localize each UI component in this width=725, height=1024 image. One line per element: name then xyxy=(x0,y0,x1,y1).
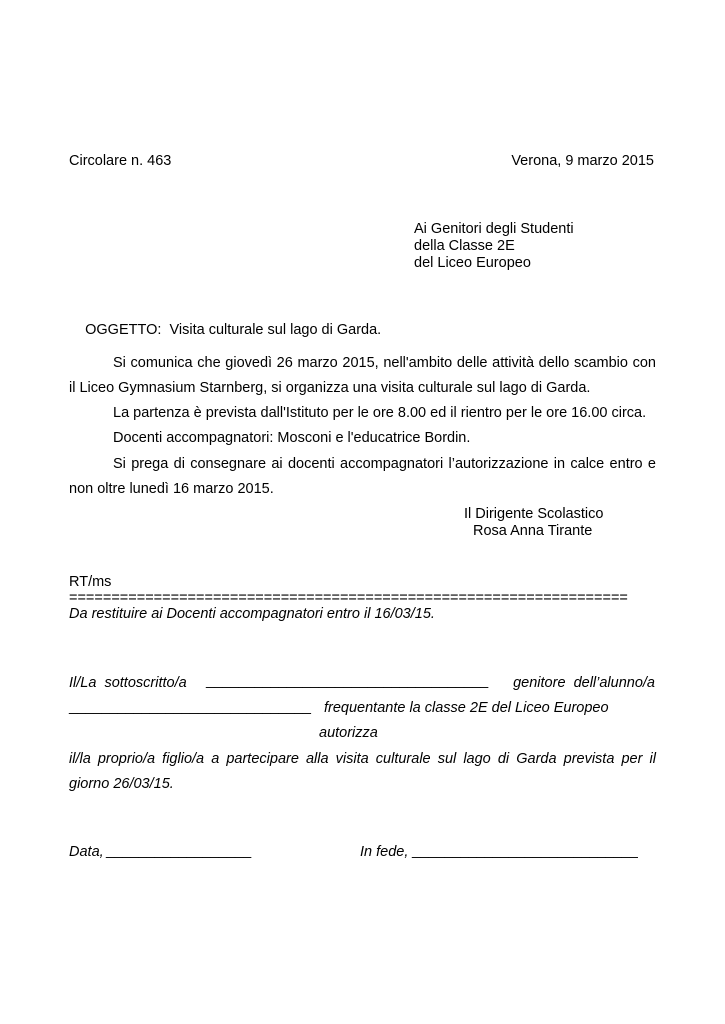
circular-number: Circolare n. 463 xyxy=(69,153,172,169)
recipient-line: Ai Genitori degli Studenti xyxy=(414,221,574,237)
date-label: Data, xyxy=(69,844,104,860)
subject-line xyxy=(69,303,381,357)
paragraph-line: il Liceo Gymnasium Starnberg, si organizza una visita culturale sul lago di Garda. xyxy=(69,380,591,396)
return-note: Da restituire ai Docenti accompagnatori entro il 16/03/15. xyxy=(69,606,435,622)
date-field[interactable]: __________________ xyxy=(106,843,252,859)
permission-line: giorno 26/03/15. xyxy=(69,776,174,792)
student-name-field[interactable]: ______________________________ xyxy=(69,699,311,715)
paragraph-line: Si comunica che giovedì 26 marzo 2015, nell'ambito delle attività dello scambio con xyxy=(113,355,656,371)
attending-label: frequentante la classe 2E del Liceo Europeo xyxy=(324,700,609,716)
signature-field[interactable]: ____________________________ xyxy=(412,843,638,859)
subject-text: Visita culturale sul lago di Garda. xyxy=(169,322,382,338)
paragraph-line: Si prega di consegnare ai docenti accompagnatori l’autorizzazione in calce entro e xyxy=(113,456,656,472)
separator-line: ================================================================== xyxy=(69,590,628,606)
signature-role: Il Dirigente Scolastico xyxy=(464,506,604,522)
recipient-line: del Liceo Europeo xyxy=(414,255,531,271)
subject-label: OGGETTO: xyxy=(85,322,162,338)
initials: RT/ms xyxy=(69,574,112,590)
undersigned-label: Il/La sottoscritto/a xyxy=(69,675,187,691)
parent-of-label: genitore dell’alunno/a xyxy=(513,675,655,691)
paragraph-line: non oltre lunedì 16 marzo 2015. xyxy=(69,481,274,497)
place-date: Verona, 9 marzo 2015 xyxy=(511,153,654,169)
permission-line: il/la proprio/a figlio/a a partecipare alla visita culturale sul lago di Garda prevista per il xyxy=(69,751,656,767)
parent-name-field[interactable]: ___________________________________ xyxy=(206,673,489,689)
faith-label: In fede, xyxy=(360,844,409,860)
authorizes-label: autorizza xyxy=(319,725,378,741)
signature-name: Rosa Anna Tirante xyxy=(473,523,593,539)
recipient-line: della Classe 2E xyxy=(414,238,515,254)
paragraph-line: La partenza è prevista dall'Istituto per le ore 8.00 ed il rientro per le ore 16.00 circa. xyxy=(113,405,647,421)
paragraph-line: Docenti accompagnatori: Mosconi e l'educatrice Bordin. xyxy=(113,430,471,446)
